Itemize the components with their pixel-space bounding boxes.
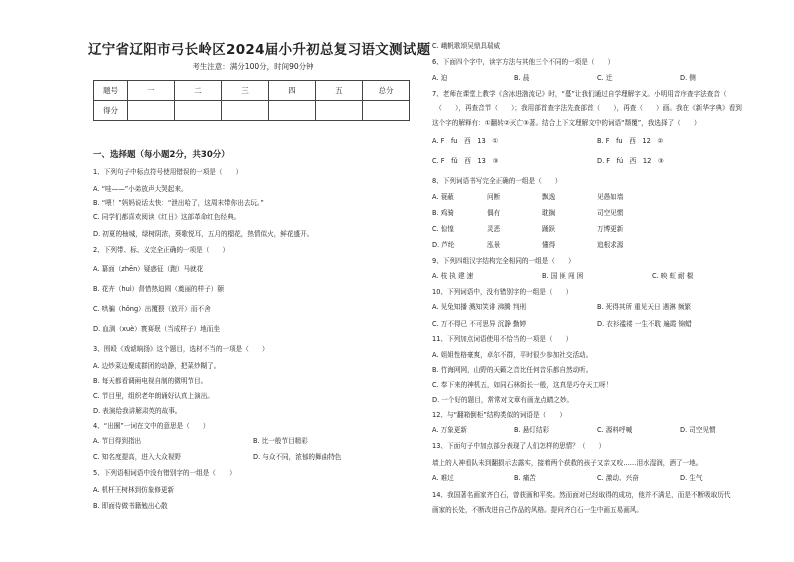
exam-title: 辽宁省辽阳市弓长岭区2024届小升初总复习语文测试题 — [88, 42, 431, 58]
question-line: 4、“出圈”一词在文中的意思是（ ） — [93, 422, 210, 430]
option-line: D. 芦纶 — [432, 241, 455, 249]
option-line: A. 节目得到指出 — [93, 437, 142, 445]
option-line: A. “哇——”小弟放声大哭起来。 — [93, 185, 188, 193]
question-line: 13、下面句子中加点部分表现了人们怎样的思情？（ ） — [432, 442, 606, 450]
option-line: D. 血淌（xuè）寰赛珉（当成样子）地而坐 — [93, 325, 220, 333]
option-line: B. 悬灯结彩 — [514, 426, 550, 434]
option-line: C. 源料呼喊 — [597, 426, 633, 434]
score-cell[interactable] — [316, 101, 363, 121]
question-line: 这个字的解释有：①翻转②灭亡③著。结合上下文理解文中的词语“颓覆”，我选择了（ ） — [432, 119, 701, 127]
option-line: A. 机杆王树林到仿象修更新 — [93, 486, 175, 494]
option-line: B. 比一般节目精彩 — [253, 437, 308, 445]
question-line: 3、围殴《戏谑晌扬》这个题目，选材不当的一项是（ ） — [93, 345, 269, 353]
option-line: 懂得 — [542, 241, 556, 249]
q12-options-row — [432, 426, 762, 435]
score-table-score-row — [94, 101, 410, 121]
score-header-cell: 四 — [269, 81, 316, 101]
option-line: D. 表演给我讲解肃英的故事。 — [93, 407, 182, 415]
score-cell[interactable] — [269, 101, 316, 121]
passage-line: 墙上的人神看队未到翻损示去露实，接着两个获救的孩子又亲又咬……泪水湿润，酒了一地。 — [432, 459, 703, 467]
question-line: 1、下列句子中标点符号使用错误的一项是（ ） — [93, 168, 243, 176]
q8-options-row — [432, 209, 762, 218]
option-line: 偶有 — [487, 209, 501, 217]
option-line: 见愚如墙 — [597, 193, 624, 201]
option-line: 追根求源 — [597, 241, 624, 249]
question-line: 8、下列词语书写完全正确的一组是（ ） — [432, 177, 562, 185]
score-cell[interactable] — [128, 101, 175, 121]
option-line: B. 每天都看调兩电视自制的微明节目。 — [93, 377, 208, 385]
option-line: 耽搁 — [542, 209, 556, 217]
option-line: C. 知名度提高，进入大众视野 — [93, 453, 181, 461]
option-line: D. 初夏的柚城，绿树阴浓，葵歌悦耳，五月的榴花，热情似火，鲜花盛开。 — [93, 230, 314, 238]
score-table — [93, 80, 410, 121]
option-line: 灵恶 — [487, 225, 501, 233]
option-line: C. 峨帆歌颂吴鼎具瑞威 — [432, 42, 501, 50]
option-line: D. 侧 — [680, 74, 696, 82]
option-line: B. 死得其所 重见天日 遇淋 频繁 — [597, 303, 692, 311]
option-line: A. 难过 — [432, 474, 454, 482]
option-line: B. 国 匪 闯 困 — [542, 272, 584, 280]
question-line: 12、与“翻箱倒柜”结构类似的词语是（ ） — [432, 411, 566, 419]
q10-options-row — [432, 303, 762, 312]
q13-options-row — [432, 474, 762, 483]
q6-options-row — [432, 74, 762, 83]
option-line: C. 激动、兴奋 — [597, 474, 639, 482]
section-heading: 一、选择题（每小题2分，共30分） — [93, 150, 230, 160]
q9-options-row — [432, 272, 762, 281]
option-line: 泓景 — [487, 241, 501, 249]
score-header-cell: 五 — [316, 81, 363, 101]
score-header-cell: 总分 — [363, 81, 410, 101]
option-line: D. F fú 西 12 ③ — [597, 157, 664, 165]
q8-options-row — [432, 241, 762, 250]
option-line: C. 奉下来的神机五，如同石林街长一般，这真是巧夺天工呀！ — [432, 381, 613, 389]
score-cell[interactable] — [363, 101, 410, 121]
option-line: B. 痛苦 — [514, 474, 536, 482]
option-line: B. F fu 西 12 ② — [597, 137, 664, 145]
question-line: 11、下列加点词语使用不恰当的一项是（ ） — [432, 335, 573, 343]
option-line: 万博更新 — [597, 225, 624, 233]
option-line: C. 迁 — [597, 74, 613, 82]
score-cell[interactable] — [222, 101, 269, 121]
question-line: 画家的长处，不断改进自己作品的风格。提问齐白石一生中画五易画风。 — [432, 506, 643, 514]
option-line: D. 一个好的题目，常常对文章有画龙点睛之妙。 — [432, 396, 574, 404]
option-line: C. 惊惶 — [432, 225, 454, 233]
exam-notice: 考生注意：满分100分，时间90分钟 — [192, 62, 314, 71]
option-line: A. 边炒菜边聚成群团的动静，把菜炒糊了。 — [93, 362, 221, 370]
option-line: 飘逸 — [542, 193, 556, 201]
q4-options-row — [93, 437, 418, 446]
option-line: C. 映 虹 耐 椒 — [652, 272, 694, 280]
question-line: （ ），再查音节（ ）；我用部首查字法先查部首（ ），再查（ ）画。我在《新华字典》看到 — [432, 104, 742, 112]
score-header-cell: 一 — [128, 81, 175, 101]
option-line: A. 枝 执 建 速 — [432, 272, 474, 280]
option-line: C. 万不得已 不可思异 沉静 勤婷 — [432, 320, 527, 328]
option-line: A. 蓑蔽 — [432, 193, 454, 201]
q8-options-row — [432, 225, 762, 234]
option-line: A. 迫 — [432, 74, 448, 82]
q7-options-row — [432, 137, 762, 146]
option-line: C. F fǔ 西 13 ③ — [432, 157, 499, 165]
q10-options-row — [432, 320, 762, 329]
q7-options-row — [432, 157, 762, 166]
option-line: B. 即面侍做书籍勉出心散 — [93, 502, 168, 510]
score-row-label: 得分 — [94, 101, 128, 121]
option-line: B. 竹海网网，山野的天籁之音比任何音乐都自然动听。 — [432, 366, 593, 374]
option-line: D. 生气 — [680, 474, 703, 482]
option-line: 踊跃 — [542, 225, 556, 233]
option-line: C. 同学们都喜欢阅读《红日》这部革命红色经典。 — [93, 213, 241, 221]
question-line: 2、下列带、标、义完全正确的一项是（ ） — [93, 246, 230, 254]
option-line: D. 衣衫褴褛 一生不耽 遍霞 锦蜡 — [597, 320, 692, 328]
option-line: D. 与众不同，浓郁的舞曲特色 — [253, 453, 342, 461]
question-line: 10、下列词语中，没有错别字的一组是（ ） — [432, 288, 573, 296]
option-line: A. 姐姐性格豪爽，卓尔不群，平时很少参加社交活动。 — [432, 351, 593, 359]
score-header-cell: 三 — [222, 81, 269, 101]
option-line: C. 哄骗（hǒng）出覆猥（放开）而不舍 — [93, 305, 211, 313]
q8-options-row — [432, 193, 762, 202]
option-line: A. 纂面（zhēn）疑惑征（跑）马就花 — [93, 265, 204, 273]
question-line: 7、老师在课堂上教学《含冰进渤流记》时，“蔓”让我们通过自学理解字义。小明用音序查字法查音（ — [432, 90, 727, 98]
option-line: A. 万象更新 — [432, 426, 467, 434]
score-header-cell: 题号 — [94, 81, 128, 101]
score-table-header-row — [94, 81, 410, 101]
score-cell[interactable] — [175, 101, 222, 121]
question-line: 5、下列语相词语中没有错别字的一组是（ ） — [93, 469, 236, 477]
question-line: 6、下面四个字中，读字方法与其他三个不同的一项是（ ） — [432, 58, 615, 66]
q4-options-row — [93, 453, 418, 462]
option-line: A. F fu 西 13 ① — [432, 137, 499, 145]
option-line: 问断 — [487, 193, 501, 201]
question-line: 9、下列四组汉字结构完全相同的一组是（ ） — [432, 257, 575, 265]
option-line: B. 鸡骑 — [432, 209, 454, 217]
score-header-cell: 二 — [175, 81, 222, 101]
option-line: 司空见惯 — [597, 209, 624, 217]
option-line: B. 花卉（huì）督惜热迫圆（奠丽的样子）颐 — [93, 285, 224, 293]
option-line: D. 司空见惯 — [680, 426, 716, 434]
option-line: B. 晨 — [514, 74, 530, 82]
option-line: B. “喂！”妈妈说话太快：“泄出哈了，这周末带你出去玩。” — [93, 199, 264, 207]
option-line: C. 节目里，组织老年朗诵好认真上演出。 — [93, 392, 214, 400]
question-line: 14、我国著名画家齐白石，曾获画和平奖。然而面对已经取得的成功，他并不满足，而是不断吸取历代 — [432, 491, 731, 499]
option-line: A. 见兔知播 溅知笑诽 沸腾 判刑 — [432, 303, 526, 311]
